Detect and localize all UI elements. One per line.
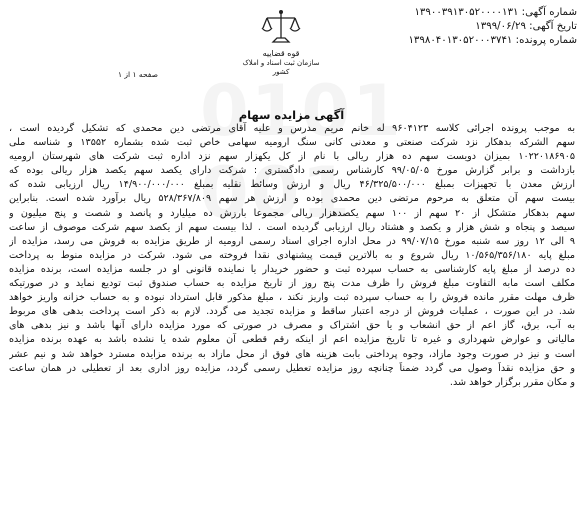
body-line: بازداشت و برابر گزارش مورخ ۹۹/۰۵/۰۵ کارشناس رسمی دادگستری : شرکت دارای یکصد سهم یکصد هزار ریالی بوده که (9, 165, 575, 177)
body-line: به موجب پرونده اجرائی کلاسه ۹۶۰۴۱۲۳ له خانم مریم مدرس و علیه آقای مرتضی دین محمدی که تشکیل گردیده است ، (9, 123, 575, 134)
body-line: ارزش معدن با تجهیزات بمبلغ ۴۶/۳۲۵/۵۰۰/۰۰۰ ریال و ارزش وسائط نقلیه بمبلغ ۱۴/۹۰۰/۰۰۰/۰۰۰ ریال ارزیابی شده که (9, 179, 575, 191)
body-line: است و نیز در صورت وجود مازاد، وجوه پرداختی بابت هزینه های فوق از محل مازاد به برنده مزایده مسترد خواهد شد و نیم عشر (9, 348, 575, 360)
notice-title: آگهی مزایده سهام (238, 108, 345, 122)
notice-metadata (395, 6, 577, 48)
case-number: شماره پرونده: ۱۳۹۸۰۴۰۱۳۰۵۲۰۰۰۳۷۴۱ (408, 35, 577, 46)
notice-date: تاریخ آگهی: ۱۳۹۹/۰۶/۲۹ (475, 21, 577, 32)
body-line: ده درصد از مبلغ پایه کارشناسی به حساب سپرده ثبت و حضور خریدار یا نماینده قانونی او در جلسه مزایده است، برنده مزایده (9, 263, 575, 275)
body-line: ظرف مهلت مقرر مانده فروش را به حساب سپرده ثبت واریز نکند ، مبلغ مذکور قابل استرداد نبوده و به حساب خزانه واریز خواهد (9, 292, 575, 304)
judiciary-emblem (236, 8, 326, 77)
body-line: سهم الشرکه بدهکار نزد شرکت صنعتی و معدنی کانی سنگ ارومیه سهامی خاص ثبت شده بشماره ۱۳۵۵۲ و شناسه ملی (9, 137, 575, 149)
page-indicator: صفحه ۱ از ۱ (118, 70, 158, 79)
body-line: ۱۰۲۲۰۱۸۶۹۰۵ بمیزان دویست سهم ده هزار ریالی با نام از کل یکهزار سهم نزد اداره ثبت شرکت های شهرستان ارومیه (9, 151, 575, 163)
body-line: و مکان مقرر برگزار خواهد شد. (449, 376, 575, 388)
body-line: مبلغ پایه ۱۰/۵۶۵/۳۵۶/۱۸۰ ریال شروع و به بالاترین قیمت پیشنهادی نقدا فروخته می شود. شرکت در مزایده منوط به پرداخت (9, 249, 575, 261)
body-line: مالیاتی و عوارض شهرداری و غیره تا تاریخ مزایده اعم از اینکه رقم قطعی آن معلوم شده یا نشده باشد به عهده برنده مزایده (9, 334, 575, 346)
body-line: سهم بدهکار متشکل از ۲۰ سهم از ۱۰۰ سهم یکصدهزار ریالی مجموعا بارزش ده میلیارد و پانصد و شصت و پنج میلیون و (9, 207, 575, 219)
body-line: سیصد و پنجاه و شش هزار و یکصد و هشتاد ریال ارزیابی گردیده است . لذا بیست سهم از یکصد سهم شرکت موصوف از ساعت (9, 221, 575, 233)
body-line: مکلف است مابه التفاوت مبلغ فروش را ظرف مدت پنج روز از تاریخ مزایده به حساب صندوق ثبت تودیع نماید و در صورتیکه (9, 278, 575, 290)
body-line: به آب، برق، گاز اعم از حق انشعاب و یا حق اشتراک و مصرف در صورتی که مورد مزایده دارای آنها باشد و نیز بدهی های (9, 320, 575, 332)
body-line: شد. در این صورت ، عملیات فروش از درجه اعتبار ساقط و مزایده تجدید می گردد. لازم به ذکر است پرداخت بدهی های مربوط (9, 306, 575, 318)
emblem-line-2: سازمان ثبت اسناد و املاک کشور (242, 59, 320, 76)
body-line: و حق مزایده نقداً وصول می گردد ضمناً چنانچه روز مزایده تعطیل رسمی گردد، مزایده روز اداری بعد از تعطیلی در همان ساعت (9, 362, 575, 374)
scales-of-justice-icon (260, 8, 302, 48)
body-line: ۹ الی ۱۲ روز سه شنبه مورخ ۹۹/۰۷/۱۵ در محل اداره اجرای اسناد رسمی ارومیه از طریق مزایده به فروش می رسد، مزایده از (9, 235, 575, 247)
notice-body (9, 122, 575, 390)
notice-number: شماره آگهی: ۱۳۹۰۰۳۹۱۳۰۵۲۰۰۰۰۱۳۱ (414, 7, 577, 18)
body-line: بیست سهم آن متعلق به مرحوم مرتضی دین محمدی بوده و ارزش هر سهم ۵۲۸/۳۶۷/۸۰۹ ریال برآورد شده است. بنابراین (9, 193, 575, 205)
emblem-line-1: قوه قضاییه (262, 49, 300, 58)
